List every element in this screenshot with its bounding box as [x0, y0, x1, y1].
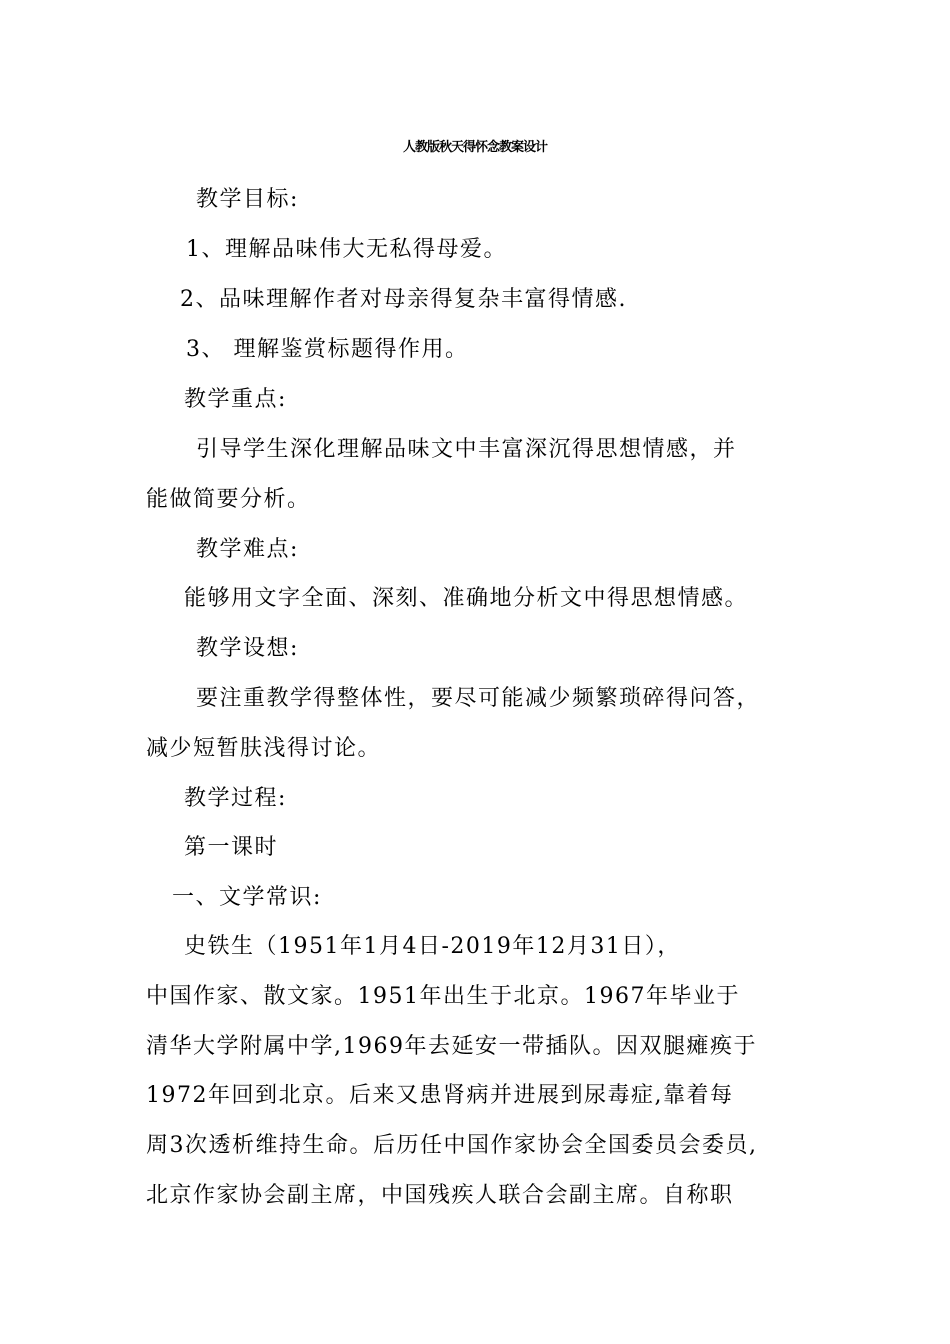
- paragraph-idea-line-1: 要注重教学得整体性，要尽可能减少频繁琐碎得问答，: [196, 686, 761, 711]
- paragraph-difficulty: 能够用文字全面、深刻、准确地分析文中得思想情感。: [184, 586, 749, 611]
- goal-item-2: 2、品味理解作者对母亲得复杂丰富得情感.: [180, 287, 627, 312]
- biography-line-4: 1972年回到北京。后来又患肾病并进展到尿毒症,靠着每: [146, 1083, 734, 1108]
- subheading-first-lesson: 第一课时: [184, 835, 279, 860]
- biography-line-3: 清华大学附属中学,1969年去延安一带插队。因双腿瘫痪于: [146, 1034, 757, 1059]
- biography-line-5: 周3次透析维持生命。后历任中国作家协会全国委员会委员,: [146, 1133, 758, 1158]
- biography-line-2: 中国作家、散文家。1951年出生于北京。1967年毕业于: [146, 984, 740, 1009]
- heading-teaching-focus: 教学重点:: [184, 387, 287, 412]
- goal-item-3: 3、 理解鉴赏标题得作用。: [186, 337, 469, 362]
- heading-teaching-goals: 教学目标:: [196, 187, 299, 212]
- paragraph-idea-line-2: 减少短暂肤浅得讨论。: [146, 736, 382, 761]
- heading-teaching-process: 教学过程:: [184, 786, 287, 811]
- goal-item-1: 1、理解品味伟大无私得母爱。: [186, 237, 507, 262]
- document-title: 人教版秋天得怀念教案设计: [402, 140, 547, 155]
- section-literary-knowledge: 一、文学常识:: [172, 885, 322, 910]
- heading-teaching-difficulty: 教学难点:: [196, 537, 299, 562]
- paragraph-focus-line-1: 引导学生深化理解品味文中丰富深沉得思想情感，并: [196, 437, 737, 462]
- biography-line-6: 北京作家协会副主席，中国残疾人联合会副主席。自称职: [146, 1183, 734, 1208]
- biography-line-1: 史铁生（1951年1月4日-2019年12月31日），: [184, 934, 681, 959]
- heading-teaching-idea: 教学设想:: [196, 636, 299, 661]
- paragraph-focus-line-2: 能做简要分析。: [146, 487, 311, 512]
